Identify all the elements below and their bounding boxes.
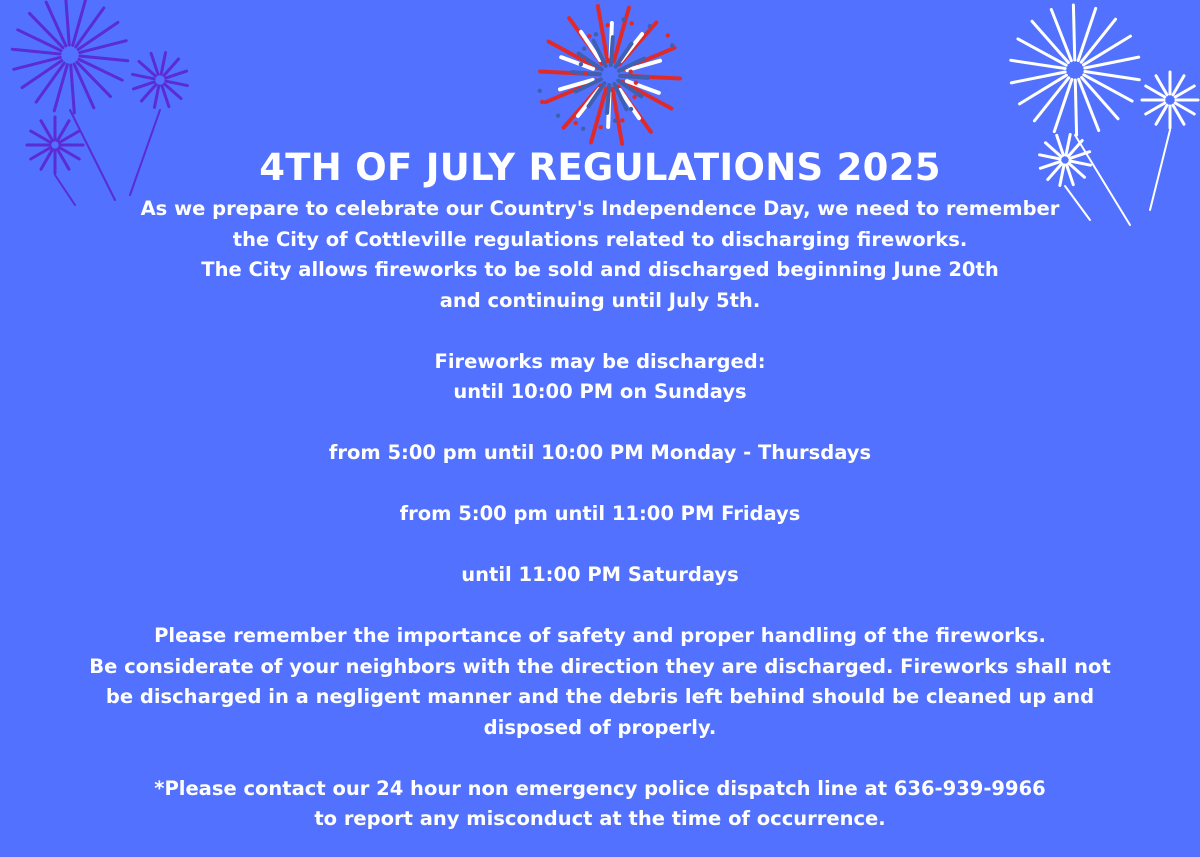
schedule-item: from 5:00 pm until 10:00 PM Monday - Thursdays [328, 441, 872, 464]
firework-center-icon [530, 0, 690, 150]
contact-line: to report any misconduct at the time of occurrence. [314, 807, 886, 830]
announcement [0, 142, 1200, 835]
intro-line: the City of Cottleville regulations related to discharging fireworks. [232, 227, 968, 251]
safety-line: disposed of properly. [483, 715, 717, 739]
page-title: 4TH OF JULY REGULATIONS 2025 [259, 146, 941, 189]
intro-line: The City allows fireworks to be sold and discharged beginning June 20th [201, 258, 999, 281]
contact-line: *Please contact our 24 hour non emergency police dispatch line at 636-939-9966 [154, 776, 1046, 800]
safety-line: be discharged in a negligent manner and the debris left behind should be cleaned up and [105, 685, 1095, 708]
intro-line: As we prepare to celebrate our Country's Independence Day, we need to remember [140, 197, 1060, 220]
schedule-heading: Fireworks may be discharged: [434, 349, 766, 373]
safety-line: Be considerate of your neighbors with the direction they are discharged. Fireworks shall not [89, 654, 1111, 678]
schedule-item: until 11:00 PM Saturdays [461, 563, 739, 586]
safety-line: Please remember the importance of safety and proper handling of the fireworks. [154, 624, 1046, 647]
intro-line: and continuing until July 5th. [439, 288, 761, 312]
schedule-item: from 5:00 pm until 11:00 PM Fridays [399, 502, 801, 525]
schedule-item: until 10:00 PM on Sundays [453, 380, 747, 403]
